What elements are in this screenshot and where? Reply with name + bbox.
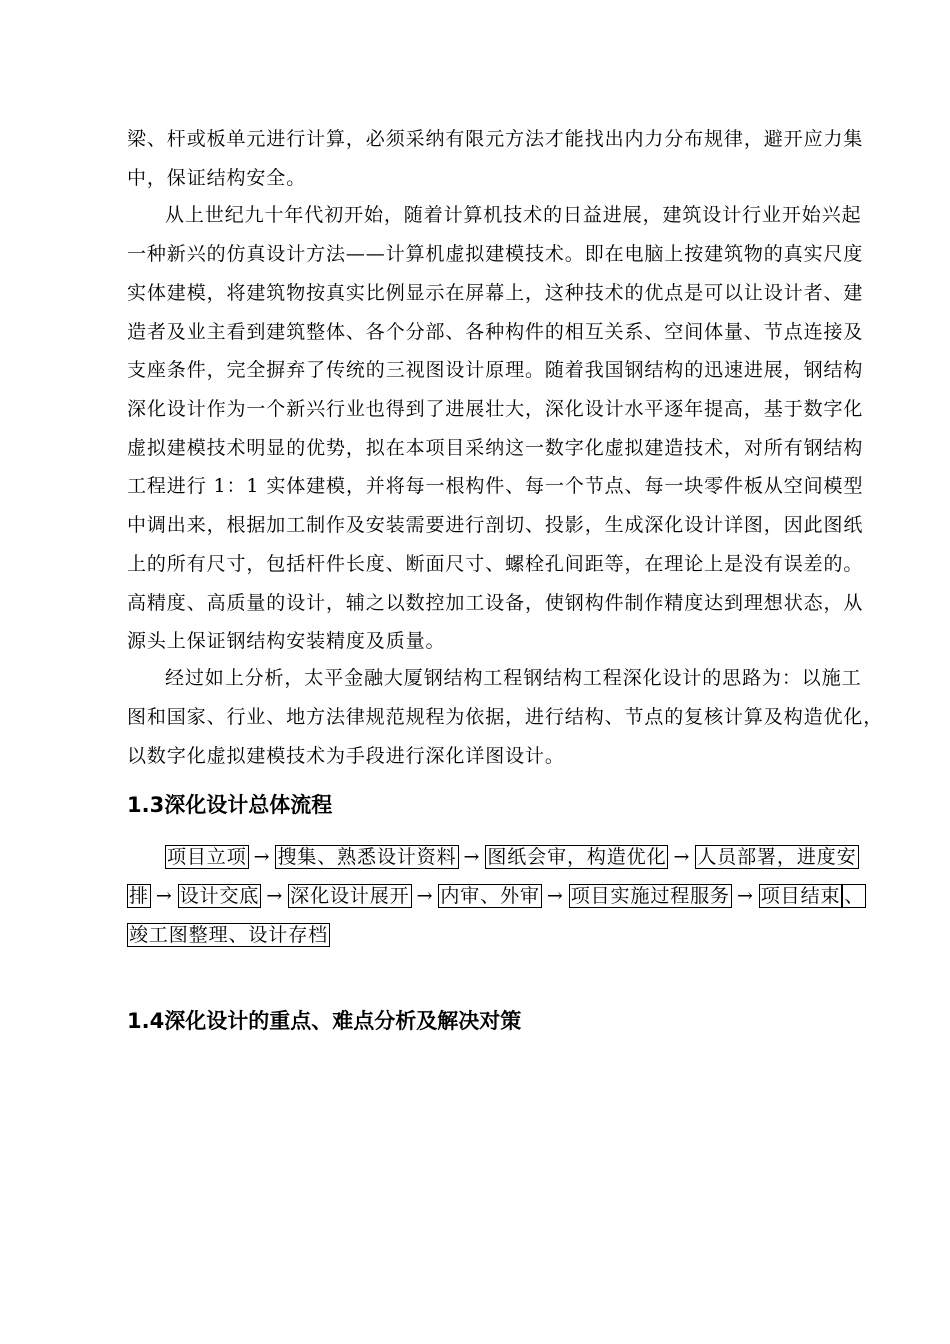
paragraph-line: 高精度、高质量的设计，辅之以数控加工设备，使钢构件制作精度达到理想状态，从 — [127, 592, 864, 614]
flow-line — [127, 919, 330, 953]
flow-step: 深化设计展开 — [290, 885, 410, 907]
paragraph-line: 源头上保证钢结构安装精度及质量。 — [127, 630, 446, 652]
flow-step: 搜集、熟悉设计资料 — [277, 846, 457, 868]
arrow-icon: → — [266, 885, 284, 907]
flow-step: 人员部署，进度安 — [697, 846, 857, 868]
flow-step: 竣工图整理、设计存档 — [129, 924, 329, 946]
flow-step: 排 — [129, 885, 149, 907]
arrow-icon: → — [416, 885, 434, 907]
flow-line — [127, 880, 866, 914]
arrow-icon: → — [736, 885, 754, 907]
flow-step: 内审、外审 — [440, 885, 540, 907]
paragraph-line: 支座条件，完全摒弃了传统的三视图设计原理。随着我国钢结构的迅速进展，钢结构 — [127, 359, 864, 381]
paragraph-line: 一种新兴的仿真设计方法——计算机虚拟建模技术。即在电脑上按建筑物的真实尺度 — [127, 243, 864, 265]
flow-step: 图纸会审，构造优化 — [487, 846, 667, 868]
section-heading: 1.4深化设计的重点、难点分析及解决对策 — [127, 1009, 522, 1033]
flow-step: 项目结束 — [760, 885, 841, 907]
arrow-icon: → — [546, 885, 564, 907]
paragraph-line: 虚拟建模技术明显的优势，拟在本项目采纳这一数字化虚拟建造技术，对所有钢结构 — [127, 437, 864, 459]
paragraph-line: 造者及业主看到建筑整体、各个分部、各种构件的相互关系、空间体量、节点连接及 — [127, 321, 864, 343]
paragraph-line: 经过如上分析，太平金融大厦钢结构工程钢结构工程深化设计的思路为：以施工 — [165, 667, 862, 689]
flow-step: 项目实施过程服务 — [570, 885, 730, 907]
paragraph-line: 上的所有尺寸，包括杆件长度、断面尺寸、螺栓孔间距等，在理论上是没有误差的。 — [127, 553, 864, 575]
paragraph-line: 中，保证结构安全。 — [127, 167, 307, 189]
paragraph-line: 中调出来，根据加工制作及安装需要进行剖切、投影，生成深化设计详图，因此图纸 — [127, 514, 864, 536]
flow-step: 设计交底 — [179, 885, 260, 907]
arrow-icon: → — [155, 885, 173, 907]
paragraph-line: 实体建模，将建筑物按真实比例显示在屏幕上，这种技术的优点是可以让设计者、建 — [127, 282, 864, 304]
flow-step: 、 — [844, 885, 865, 907]
arrow-icon: → — [463, 846, 481, 868]
paragraph-line: 以数字化虚拟建模技术为手段进行深化详图设计。 — [127, 745, 565, 767]
arrow-icon: → — [253, 846, 271, 868]
flow-step: 项目立项 — [167, 846, 247, 868]
paragraph-line: 深化设计作为一个新兴行业也得到了进展壮大，深化设计水平逐年提高，基于数字化 — [127, 398, 864, 420]
paragraph-line: 从上世纪九十年代初开始，随着计算机技术的日益进展，建筑设计行业开始兴起 — [165, 204, 862, 226]
paragraph-line: 梁、杆或板单元进行计算，必须采纳有限元方法才能找出内力分布规律，避开应力集 — [127, 128, 864, 150]
section-heading: 1.3深化设计总体流程 — [127, 793, 333, 817]
paragraph-line: 图和国家、行业、地方法律规范规程为依据，进行结构、节点的复核计算及构造优化， — [127, 706, 884, 728]
flow-line — [165, 841, 859, 875]
arrow-icon: → — [673, 846, 691, 868]
paragraph-line: 工程进行 1：1 实体建模，并将每一根构件、每一个节点、每一块零件板从空间模型 — [127, 475, 864, 497]
